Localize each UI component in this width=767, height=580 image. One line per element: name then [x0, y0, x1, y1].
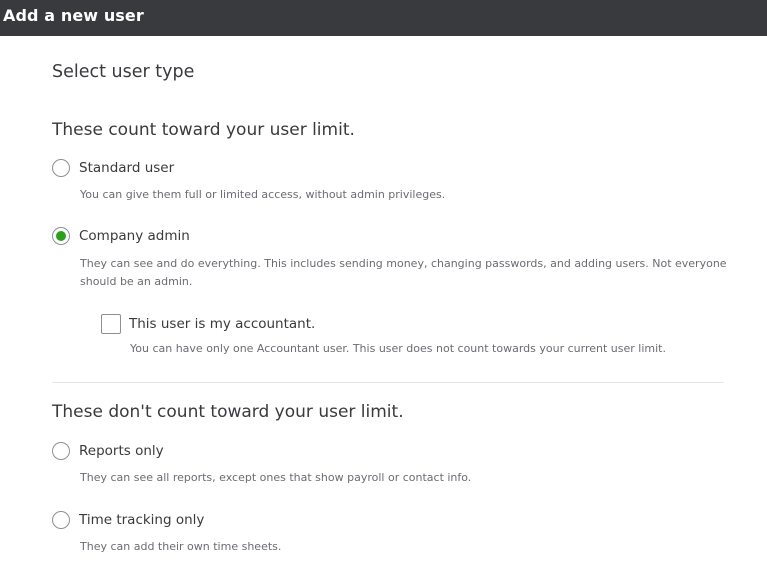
company-admin-label: Company admin	[79, 228, 190, 244]
accountant-description: You can have only one Accountant user. This user does not count towards your current user limit.	[130, 342, 666, 355]
uncounted-section-heading: These don't count toward your user limit.	[52, 402, 404, 422]
company-admin-description: They can see and do everything. This includes sending money, changing passwords, and adding users. Not everyone should be an admin.	[80, 257, 727, 288]
reports-only-description: They can see all reports, except ones that show payroll or contact info.	[80, 471, 472, 484]
company-admin-radio[interactable]	[52, 227, 70, 245]
page-title: Select user type	[52, 62, 195, 82]
standard-user-radio[interactable]	[52, 159, 70, 177]
reports-only-label: Reports only	[79, 443, 164, 459]
time-tracking-only-description: They can add their own time sheets.	[80, 540, 282, 553]
dialog-title: Add a new user	[3, 6, 144, 25]
reports-only-radio[interactable]	[52, 442, 70, 460]
time-tracking-only-radio[interactable]	[52, 511, 70, 529]
counted-section-heading: These count toward your user limit.	[52, 120, 355, 140]
reports-only-option[interactable]	[52, 440, 164, 462]
accountant-checkbox-label: This user is my accountant.	[129, 316, 316, 332]
standard-user-description: You can give them full or limited access, without admin privileges.	[80, 188, 446, 201]
accountant-checkbox[interactable]	[101, 314, 121, 334]
standard-user-label: Standard user	[79, 160, 175, 176]
dialog-title-bar	[0, 0, 767, 36]
section-divider	[52, 382, 724, 383]
dialog-content	[0, 36, 767, 580]
standard-user-option[interactable]	[52, 157, 174, 179]
time-tracking-only-option[interactable]	[52, 509, 204, 531]
radio-selected-dot	[56, 231, 66, 241]
accountant-checkbox-row[interactable]	[101, 313, 315, 335]
company-admin-option[interactable]	[52, 225, 190, 247]
time-tracking-only-label: Time tracking only	[79, 512, 205, 528]
